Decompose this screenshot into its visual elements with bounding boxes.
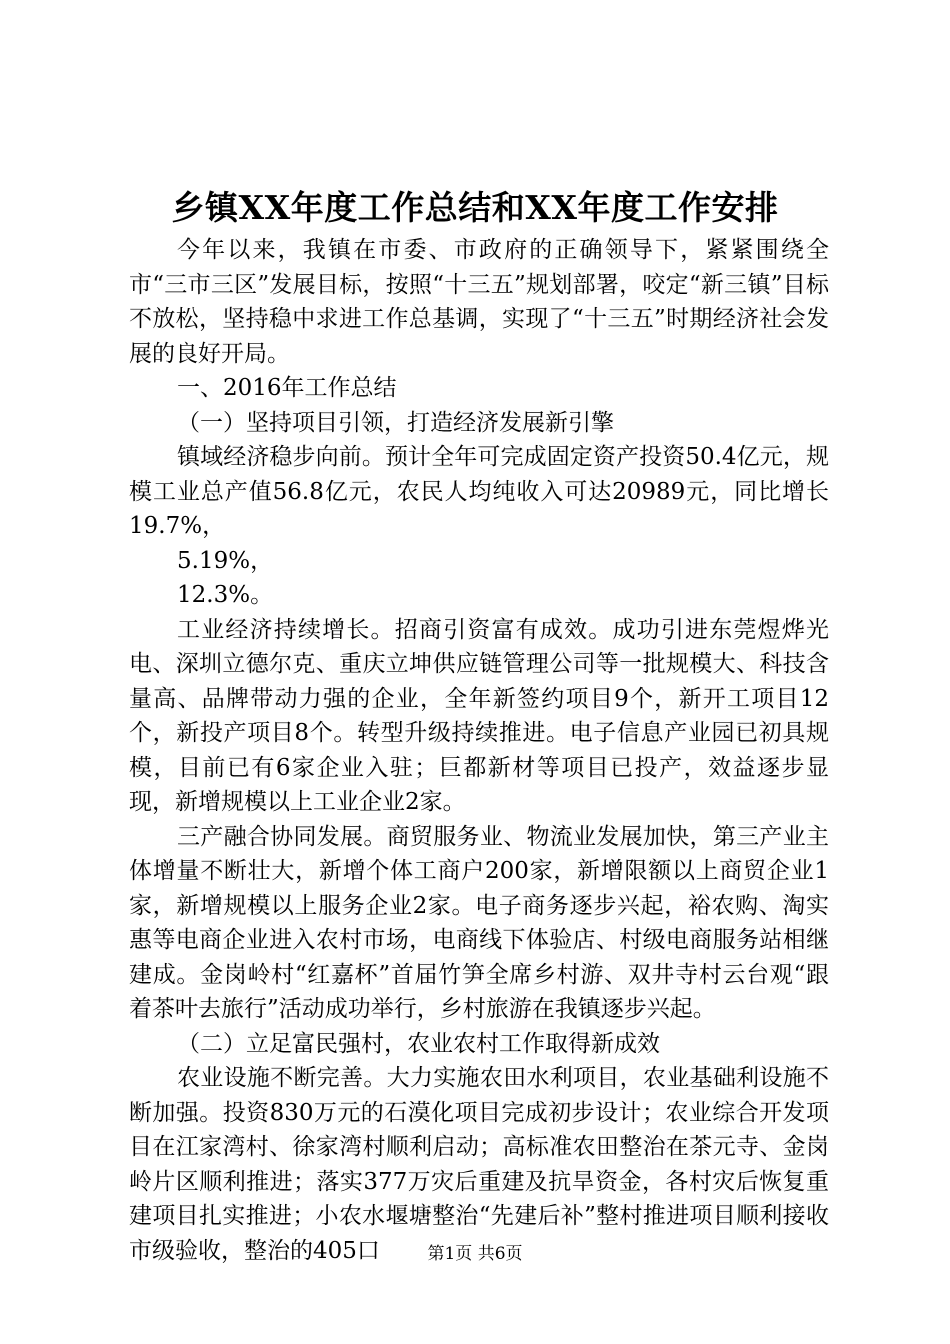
document-title: 乡镇XX年度工作总结和XX年度工作安排 <box>171 188 779 227</box>
paragraph-industry: 工业经济持续增长。招商引资富有成效。成功引进东莞煜烨光电、深圳立德尔克、重庆立坤供应链管理公司等一批规模大、科技含量高、品牌带动力强的企业，全年新签约项目9个，新开工项目12个，新投产项目8个。转型升级持续推进。电子信息产业园已初具规模，目前已有6家企业入驻；巨都新材等项目已投产，效益逐步显现，新增规模以上工业企业2家。 <box>129 616 829 815</box>
paragraph-tertiary: 三产融合协同发展。商贸服务业、物流业发展加快，第三产业主体增量不断壮大，新增个体工商户200家，新增限额以上商贸企业1家，新增规模以上服务企业2家。电子商务逐步兴起，裕农购、淘实惠等电商企业进入农村市场，电商线下体验店、村级电商服务站相继建成。金岗岭村“红嘉杯”首届竹笋全席乡村游、双井寺村云台观“跟着茶叶去旅行”活动成功举行，乡村旅游在我镇逐步兴起。 <box>129 823 829 1022</box>
page-footer: 第1页 共6页 <box>427 1244 523 1264</box>
section-heading-1: 一、2016年工作总结 <box>177 375 397 401</box>
subsection-heading-2: （二）立足富民强村，农业农村工作取得新成效 <box>177 1030 660 1057</box>
intro-paragraph: 今年以来，我镇在市委、市政府的正确领导下，紧紧围绕全市“三市三区”发展目标，按照“十三五”规划部署，咬定“新三镇”目标不放松，坚持稳中求进工作总基调，实现了“十三五”时期经济社会发展的良好开局。 <box>129 237 829 367</box>
subsection-heading-1: （一）坚持项目引领，打造经济发展新引擎 <box>177 409 614 436</box>
paragraph-economy: 镇域经济稳步向前。预计全年可完成固定资产投资50.4亿元，规模工业总产值56.8亿元，农民人均纯收入可达20989元，同比增长19.7%， <box>129 444 829 539</box>
paragraph-percent-2: 12.3%。 <box>177 582 274 608</box>
paragraph-percent-1: 5.19%， <box>177 547 274 574</box>
document-body <box>129 233 829 1268</box>
paragraph-agriculture: 农业设施不断完善。大力实施农田水利项目，农业基础利设施不断加强。投资830万元的石漠化项目完成初步设计；农业综合开发项目在江家湾村、徐家湾村顺利启动；高标准农田整治在茶元寺、金岗岭片区顺利推进；落实377万灾后重建及抗旱资金，各村灾后恢复重建项目扎实推进；小农水堰塘整治“先建后补”整村推进项目顺利接收市级验收，整治的405口 <box>129 1065 829 1264</box>
